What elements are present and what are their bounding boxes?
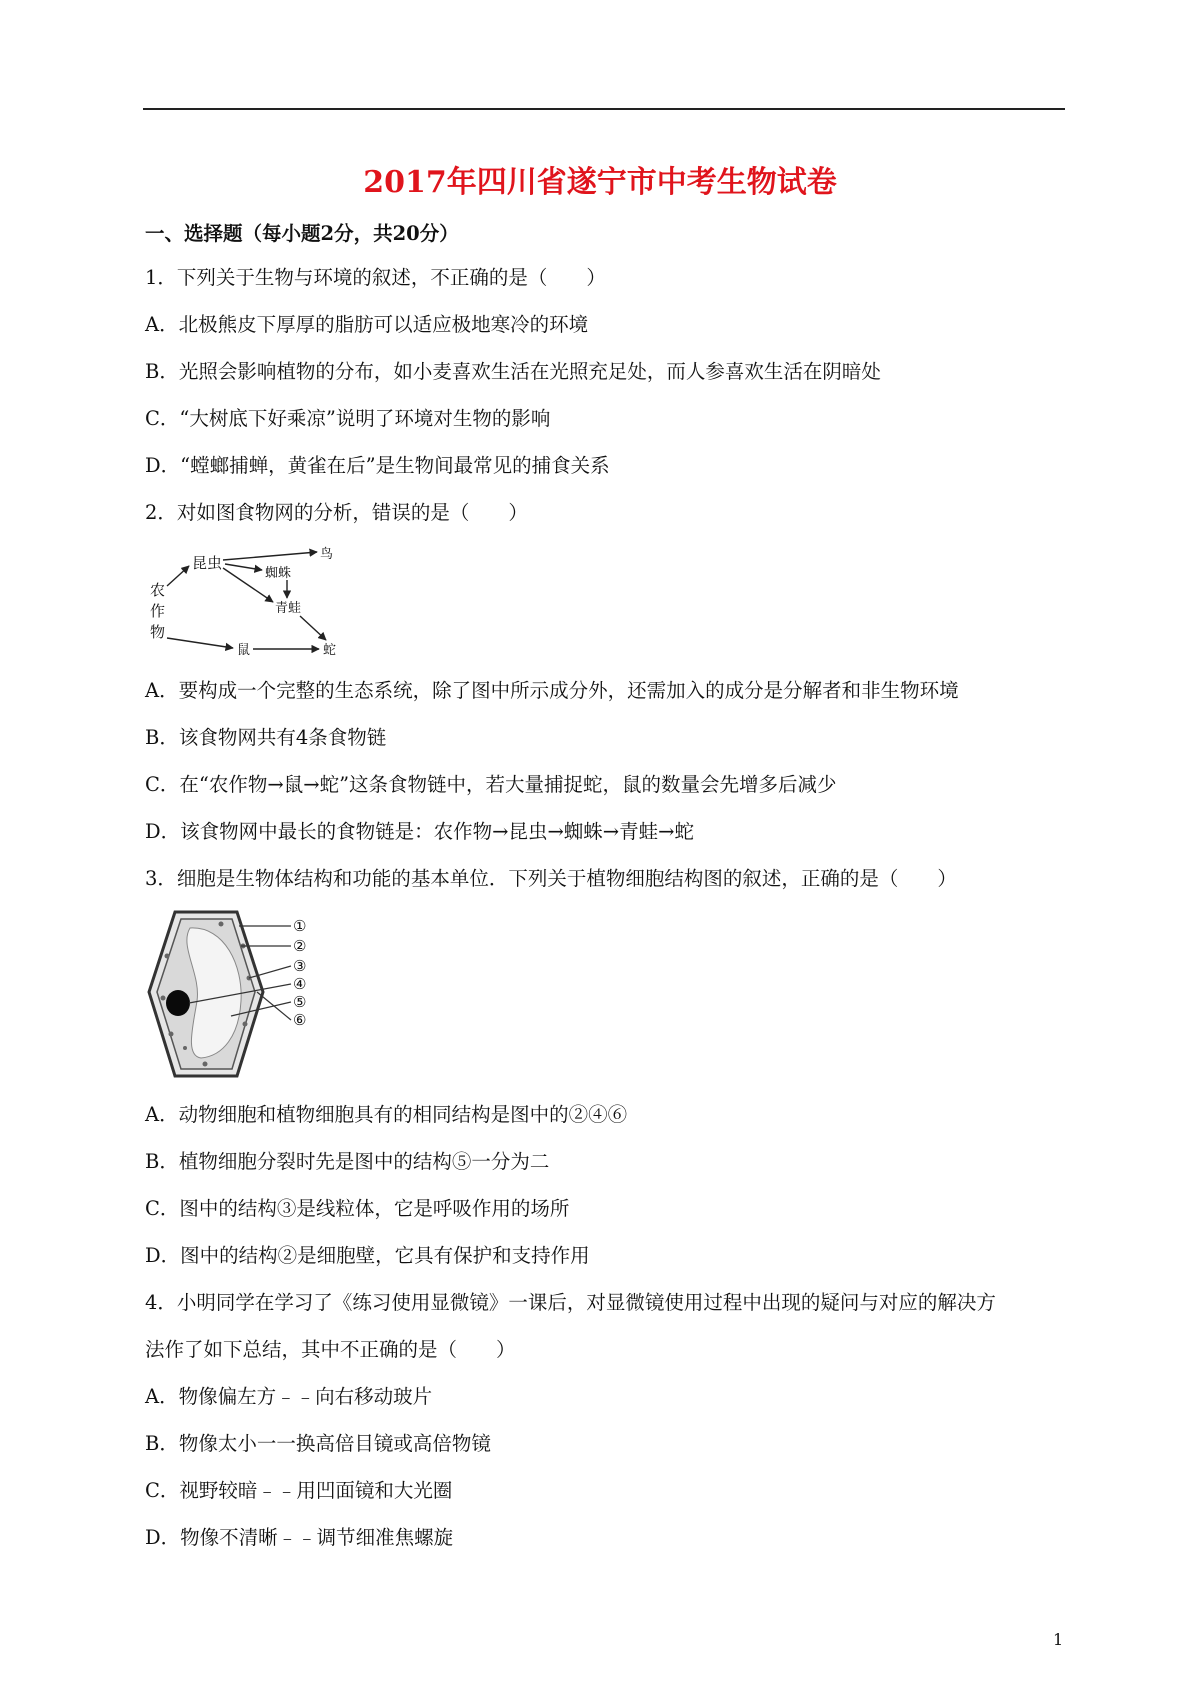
- q2-option-b: B．该食物网共有4条食物链: [145, 726, 387, 749]
- q3-option-a: A．动物细胞和植物细胞具有的相同结构是图中的②④⑥: [145, 1103, 628, 1126]
- q4-option-b: B．物像太小一一换高倍目镜或高倍物镜: [145, 1432, 491, 1455]
- q3-option-d: D．图中的结构②是细胞壁，它具有保护和支持作用: [145, 1244, 590, 1267]
- q4-option-c: C．视野较暗﹣﹣用凹面镜和大光圈: [145, 1479, 453, 1502]
- food-web-diagram: [145, 540, 345, 658]
- q3-option-b: B．植物细胞分裂时先是图中的结构⑤一分为二: [145, 1150, 550, 1173]
- crop-label-1: 农: [150, 581, 166, 599]
- q2-option-c: C．在“农作物→鼠→蛇”这条食物链中，若大量捕捉蛇，鼠的数量会先增多后减少: [145, 773, 837, 796]
- cell-label-1: ①: [293, 917, 307, 935]
- q2-stem: 2．对如图食物网的分析，错误的是（ ）: [145, 501, 528, 524]
- snake-label: 蛇: [323, 643, 337, 658]
- frog-label: 青蛙: [275, 601, 302, 616]
- spider-label: 蜘蛛: [265, 566, 292, 581]
- cell-label-3: ③: [293, 957, 307, 975]
- q1-option-b: B．光照会影响植物的分布，如小麦喜欢生活在光照充足处，而人参喜欢生活在阴暗处: [145, 360, 881, 383]
- bird-label: 鸟: [320, 547, 334, 562]
- nucleus: [166, 990, 190, 1016]
- section-heading: 一、选择题（每小题2分，共20分）: [145, 222, 459, 245]
- q4-option-d: D．物像不清晰﹣﹣调节细准焦螺旋: [145, 1526, 454, 1549]
- q3-option-c: C．图中的结构③是线粒体，它是呼吸作用的场所: [145, 1197, 570, 1220]
- q4-stem-line1: 4．小明同学在学习了《练习使用显微镜》一课后，对显微镜使用过程中出现的疑问与对应的解决方: [145, 1291, 996, 1314]
- q2-option-a: A．要构成一个完整的生态系统，除了图中所示成分外，还需加入的成分是分解者和非生物环境: [145, 679, 959, 702]
- header-rule: [143, 108, 1065, 110]
- page-title: 2017年四川省遂宁市中考生物试卷: [363, 165, 837, 200]
- q3-stem: 3．细胞是生物体结构和功能的基本单位．下列关于植物细胞结构图的叙述，正确的是（ ）: [145, 867, 957, 890]
- crop-label-2: 作: [150, 602, 166, 620]
- arrow-insect-bird: [223, 552, 317, 560]
- arrow-frog-snake: [300, 616, 326, 640]
- crop-label-3: 物: [150, 623, 166, 641]
- q4-option-a: A．物像偏左方﹣﹣向右移动玻片: [145, 1385, 433, 1408]
- insect-label: 昆虫: [192, 554, 223, 572]
- cell-label-2: ②: [293, 937, 307, 955]
- arrow-crop-mouse: [167, 638, 233, 648]
- mouse-label: 鼠: [237, 643, 251, 658]
- q1-stem: 1．下列关于生物与环境的叙述，不正确的是（ ）: [145, 266, 606, 289]
- cell-label-5: ⑤: [293, 993, 307, 1011]
- page-number: 1: [1053, 1630, 1064, 1649]
- q4-stem-line2: 法作了如下总结，其中不正确的是（ ）: [145, 1338, 516, 1361]
- cell-label-4: ④: [293, 975, 307, 993]
- q1-option-d: D．“螳螂捕蝉，黄雀在后”是生物间最常见的捕食关系: [145, 454, 610, 477]
- arrow-crop-insect: [167, 566, 189, 586]
- q1-option-c: C．“大树底下好乘凉”说明了环境对生物的影响: [145, 407, 551, 430]
- q2-option-d: D．该食物网中最长的食物链是：农作物→昆虫→蜘蛛→青蛙→蛇: [145, 820, 694, 843]
- q1-option-a: A．北极熊皮下厚厚的脂肪可以适应极地寒冷的环境: [145, 313, 589, 336]
- cell-label-6: ⑥: [293, 1011, 307, 1029]
- plant-cell-diagram: [145, 906, 317, 1082]
- arrow-insect-spider: [225, 564, 262, 570]
